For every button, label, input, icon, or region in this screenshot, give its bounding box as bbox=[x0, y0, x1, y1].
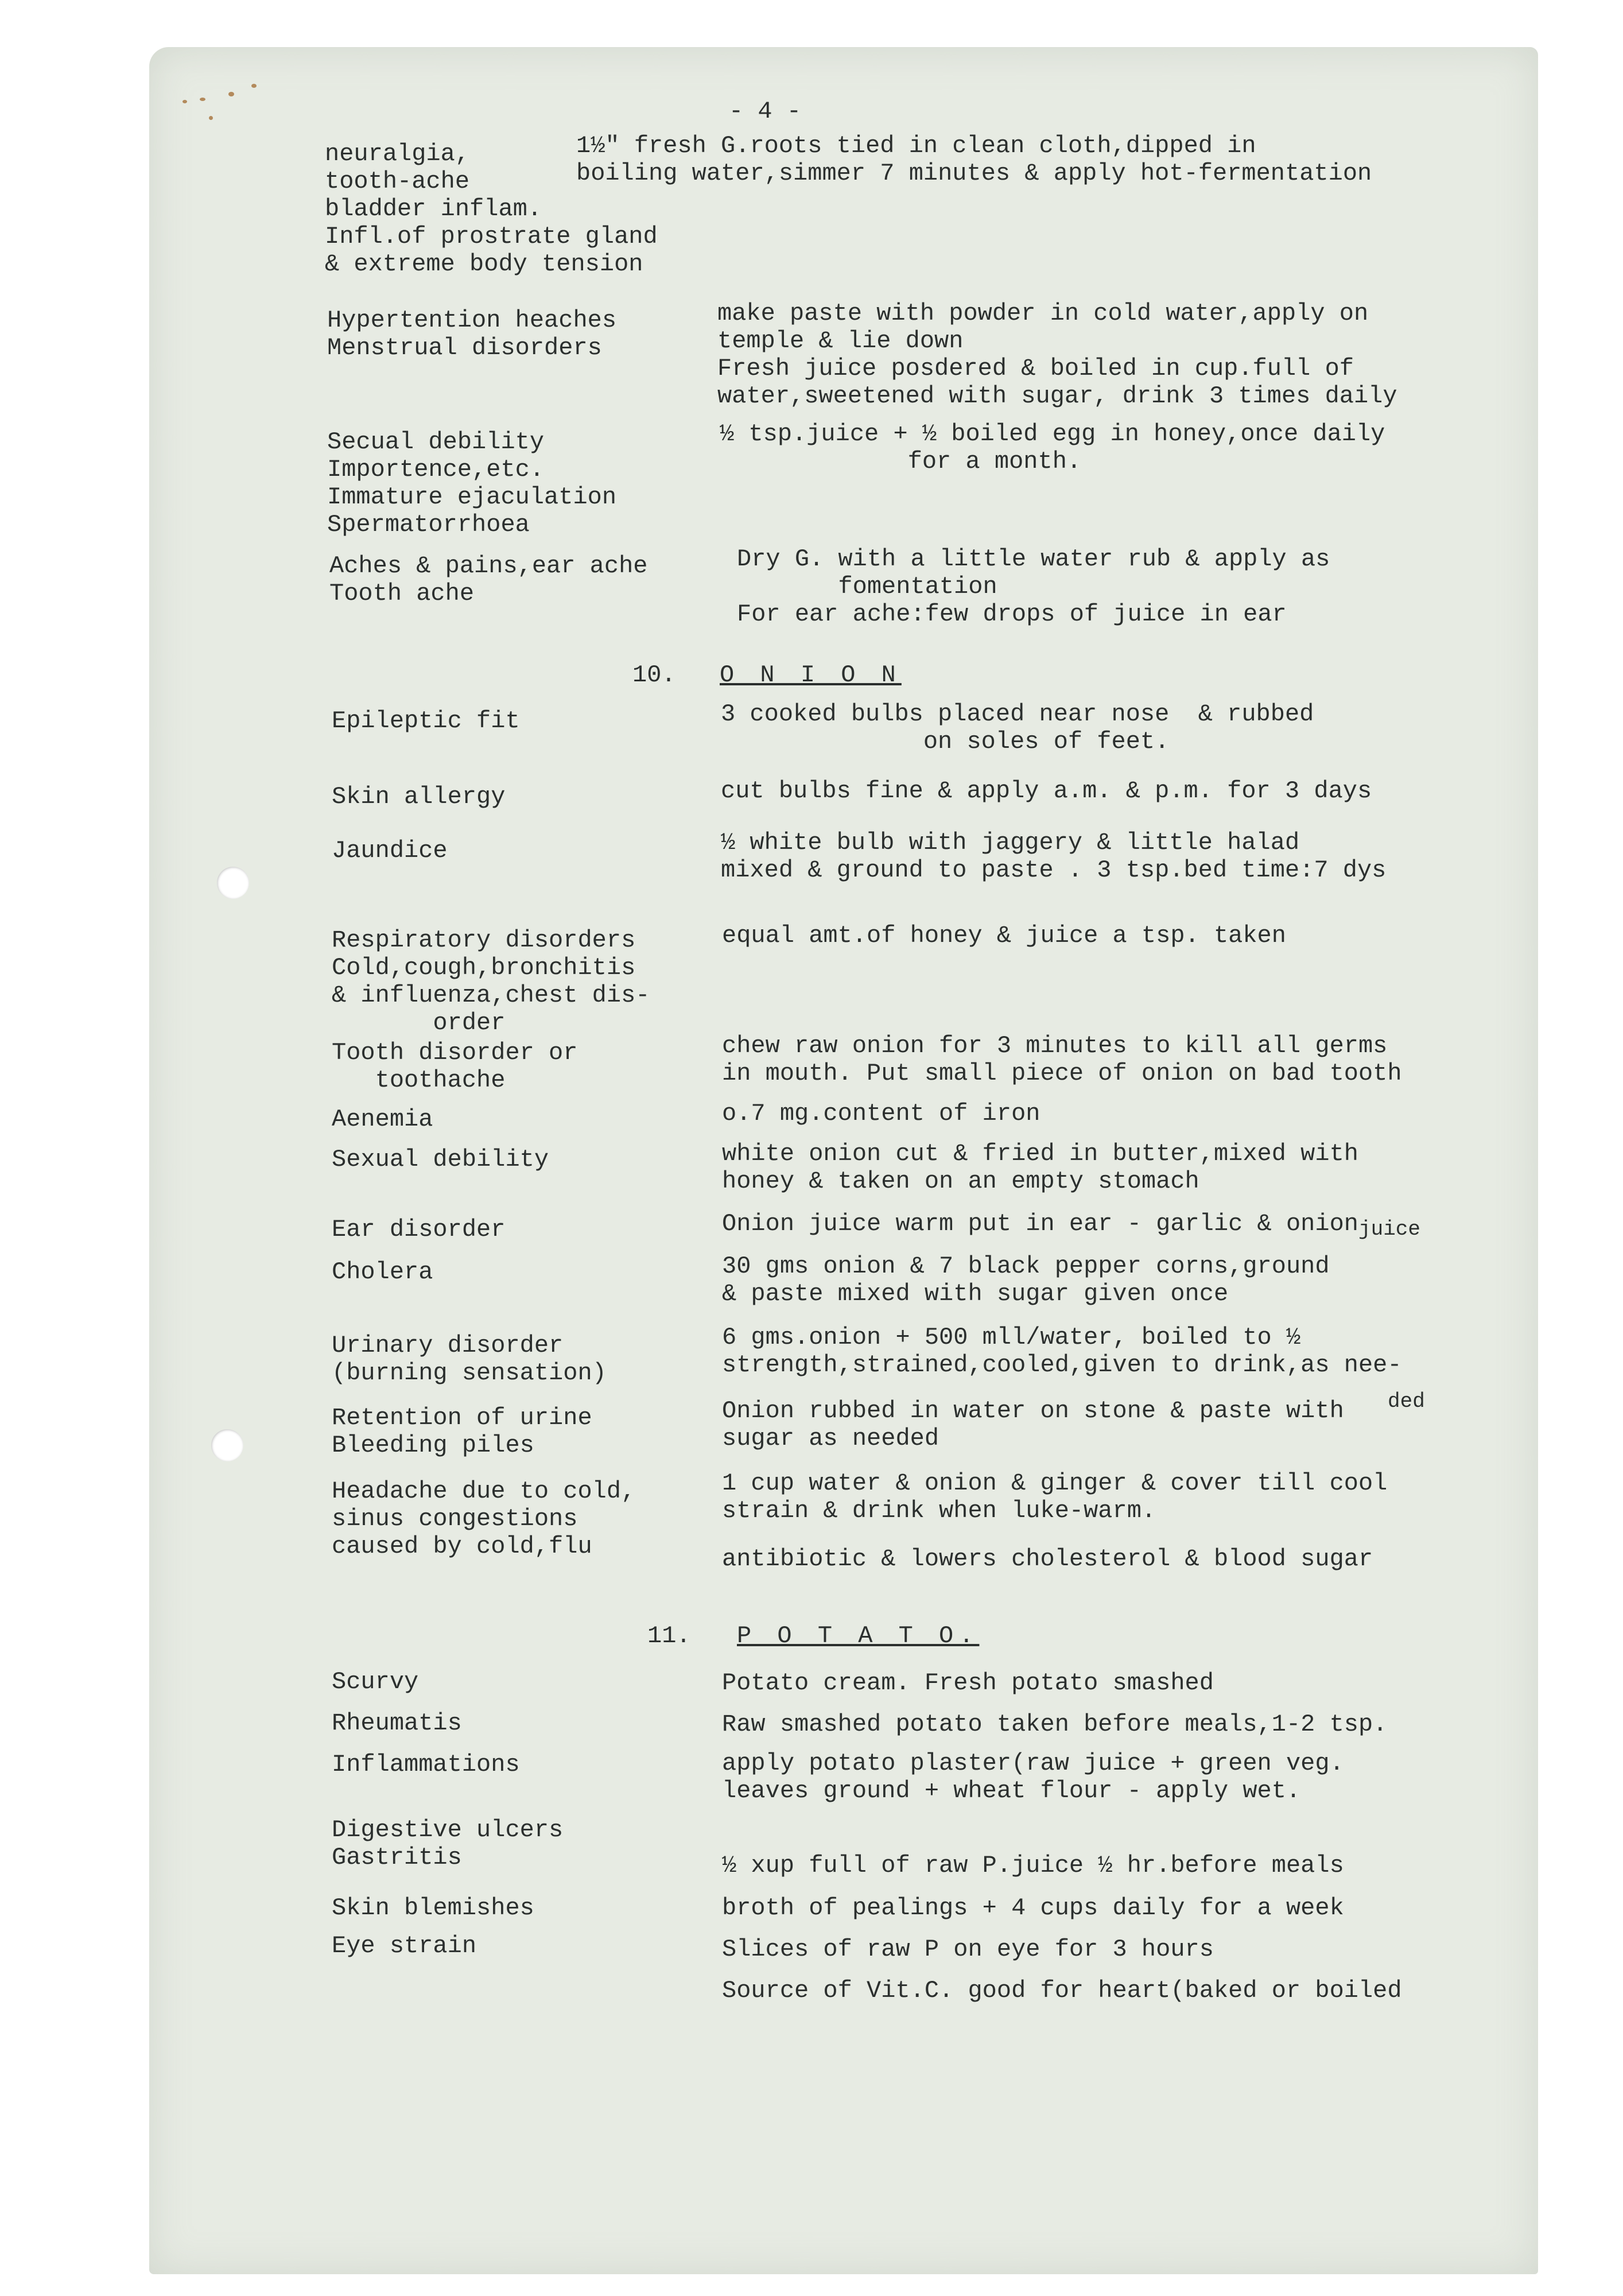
ailment: Inflammations bbox=[332, 1751, 520, 1778]
ailment: Aches & pains,ear ache Tooth ache bbox=[329, 552, 648, 607]
ailment: Rheumatis bbox=[332, 1709, 462, 1737]
ailment: Tooth disorder or toothache bbox=[332, 1039, 578, 1094]
remedy: chew raw onion for 3 minutes to kill all germs in mouth. Put small piece of onion on bad tooth bbox=[722, 1032, 1402, 1087]
remedy: 30 gms onion & 7 black pepper corns,ground & paste mixed with sugar given once bbox=[722, 1252, 1330, 1308]
page-number: - 4 - bbox=[729, 98, 802, 125]
remedy-text: Onion rubbed in water on stone & paste with sugar as needed bbox=[722, 1397, 1344, 1452]
remedy bbox=[722, 1210, 1420, 1243]
remedy: make paste with powder in cold water,apply on temple & lie down Fresh juice posdered & boiled in cup.full of water,sweetened with sugar, drink 3 times daily bbox=[717, 300, 1397, 410]
remedy: apply potato plaster(raw juice + green veg. leaves ground + wheat flour - apply wet. bbox=[722, 1750, 1344, 1805]
ailment: Ear disorder bbox=[332, 1216, 506, 1243]
remedy: 1 cup water & onion & ginger & cover till cool strain & drink when luke-warm. bbox=[722, 1469, 1388, 1525]
ailment: Respiratory disorders Cold,cough,bronchitis & influenza,chest dis- order bbox=[332, 926, 650, 1037]
remedy: 1½" fresh G.roots tied in clean cloth,dipped in boiling water,simmer 7 minutes & apply hot-fermentation bbox=[576, 132, 1372, 187]
remedy: o.7 mg.content of iron bbox=[722, 1100, 1040, 1127]
ailment: Secual debility Importence,etc. Immature ejaculation Spermatorrhoea bbox=[327, 428, 617, 538]
section-number: 11. bbox=[647, 1622, 691, 1650]
punch-hole bbox=[211, 1429, 243, 1461]
remedy: ½ tsp.juice + ½ boiled egg in honey,once daily for a month. bbox=[720, 420, 1385, 475]
remedy: ½ white bulb with jaggery & little halad mixed & ground to paste . 3 tsp.bed time:7 dys bbox=[721, 829, 1387, 884]
ailment: neuralgia, tooth-ache bladder inflam. Infl.of prostrate gland & extreme body tension bbox=[325, 140, 658, 278]
remedy: Dry G. with a little water rub & apply as fomentation For ear ache:few drops of juice in ear bbox=[737, 545, 1330, 628]
ailment: Jaundice bbox=[332, 837, 448, 864]
ailment: Skin allergy bbox=[332, 783, 506, 810]
remedy: Source of Vit.C. good for heart(baked or boiled bbox=[722, 1977, 1402, 2004]
remedy: white onion cut & fried in butter,mixed with honey & taken on an empty stomach bbox=[722, 1140, 1358, 1195]
remedy: Potato cream. Fresh potato smashed bbox=[722, 1669, 1214, 1697]
ailment: Epileptic fit bbox=[332, 707, 520, 735]
remedy: equal amt.of honey & juice a tsp. taken bbox=[722, 922, 1286, 949]
remedy: Raw smashed potato taken before meals,1-2 tsp. bbox=[722, 1711, 1388, 1738]
stain-mark bbox=[228, 92, 234, 96]
stain-mark bbox=[209, 116, 213, 120]
ailment: Aenemia bbox=[332, 1106, 433, 1133]
ailment: Scurvy bbox=[332, 1668, 419, 1696]
ailment: Headache due to cold, sinus congestions caused by cold,flu bbox=[332, 1477, 636, 1560]
ailment: Sexual debility bbox=[332, 1146, 549, 1173]
typed-page bbox=[149, 47, 1538, 2274]
ailment: Eye strain bbox=[332, 1932, 477, 1960]
stain-mark bbox=[251, 84, 257, 88]
ailment: Cholera bbox=[332, 1258, 433, 1286]
ailment: Urinary disorder (burning sensation) bbox=[332, 1332, 607, 1387]
section-title: P O T A T O. bbox=[737, 1622, 980, 1650]
remedy: 3 cooked bulbs placed near nose & rubbed on soles of feet. bbox=[721, 700, 1314, 755]
stain-mark bbox=[200, 98, 205, 101]
remedy: cut bulbs fine & apply a.m. & p.m. for 3 days bbox=[721, 777, 1372, 805]
remedy: broth of pealings + 4 cups daily for a week bbox=[722, 1894, 1344, 1922]
ailment: Digestive ulcers Gastritis bbox=[332, 1816, 564, 1871]
ailment: Skin blemishes bbox=[332, 1894, 534, 1922]
remedy: antibiotic & lowers cholesterol & blood sugar bbox=[722, 1545, 1373, 1573]
remedy: ½ xup full of raw P.juice ½ hr.before meals bbox=[722, 1852, 1344, 1879]
remedy-text: Onion juice warm put in ear - garlic & onion bbox=[722, 1210, 1358, 1238]
punch-hole bbox=[217, 867, 249, 899]
section-title: O N I O N bbox=[720, 661, 902, 689]
remedy bbox=[722, 1397, 1344, 1452]
ailment: Hypertention heaches Menstrual disorders bbox=[327, 307, 617, 362]
remedy-overtype: juice bbox=[1358, 1217, 1421, 1241]
ailment: Retention of urine Bleeding piles bbox=[332, 1404, 592, 1459]
section-number: 10. bbox=[632, 661, 676, 689]
remedy: Slices of raw P on eye for 3 hours bbox=[722, 1936, 1214, 1963]
remedy-overtype: ded bbox=[1388, 1390, 1425, 1413]
remedy: 6 gms.onion + 500 mll/water, boiled to ½ strength,strained,cooled,given to drink,as nee- bbox=[722, 1324, 1402, 1379]
stain-mark bbox=[183, 100, 187, 103]
